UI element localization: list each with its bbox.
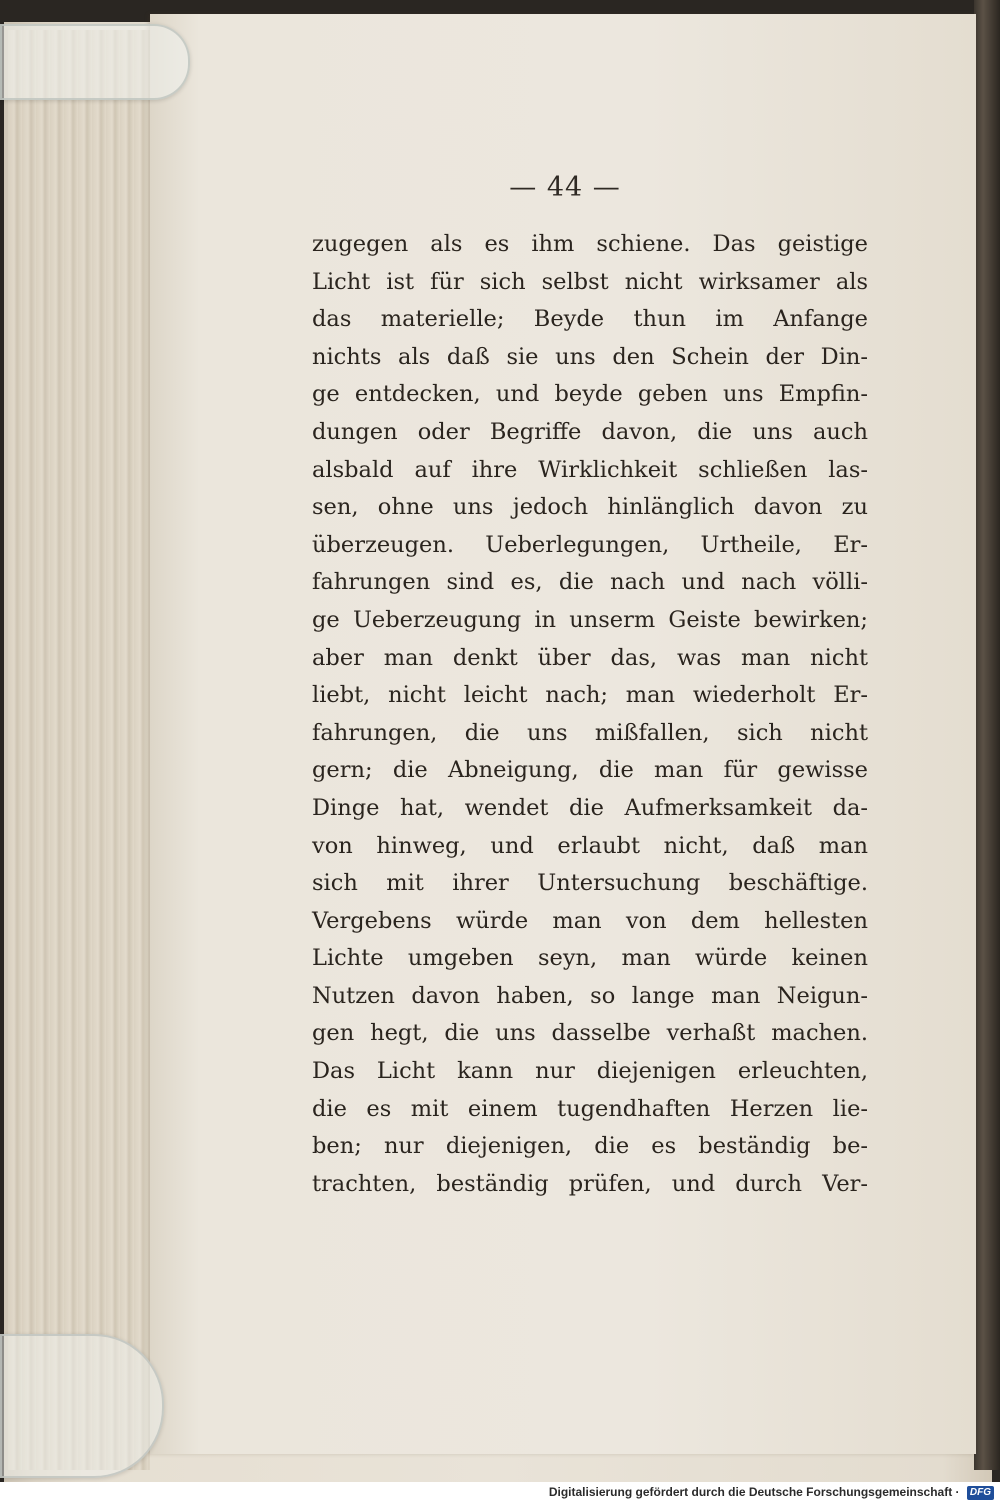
text-line: gen hegt, die uns dasselbe verhaßt machen. <box>312 1020 868 1047</box>
footer-bar <box>0 1482 1000 1504</box>
text-line: fahrungen sind es, die nach und nach völli- <box>312 569 868 596</box>
text-line: liebt, nicht leicht nach; man wiederholt Er- <box>312 682 868 709</box>
book-cover-edge <box>974 0 1000 1470</box>
text-line: ge entdecken, und beyde geben uns Empfin- <box>312 381 868 408</box>
text-line: trachten, beständig prüfen, und durch Ver- <box>312 1170 868 1197</box>
glass-clip-bottom <box>0 1334 164 1478</box>
text-line: fahrungen, die uns mißfallen, sich nicht <box>312 719 868 746</box>
text-line: Nutzen davon haben, so lange man Neigun- <box>312 982 868 1009</box>
text-line: ge Ueberzeugung in unserm Geiste bewirken; <box>312 606 868 633</box>
text-line: ben; nur diejenigen, die es beständig be- <box>312 1133 868 1160</box>
text-line: das materielle; Beyde thun im Anfange <box>312 306 868 333</box>
body-text <box>312 226 868 1203</box>
footer-credit-text: Digitalisierung gefördert durch die Deutsche Forschungsgemeinschaft · <box>548 1485 960 1499</box>
text-line: gern; die Abneigung, die man für gewisse <box>312 757 868 784</box>
text-line: von hinweg, und erlaubt nicht, daß man <box>312 832 868 859</box>
text-line: nichts als daß sie uns den Schein der Din- <box>312 343 868 370</box>
text-line: Dinge hat, wendet die Aufmerksamkeit da- <box>312 794 868 821</box>
text-line: Das Licht kann nur diejenigen erleuchten, <box>312 1058 868 1085</box>
text-line: sen, ohne uns jedoch hinlänglich davon zu <box>312 494 868 521</box>
text-line: Lichte umgeben seyn, man würde keinen <box>312 945 868 972</box>
text-line: aber man denkt über das, was man nicht <box>312 644 868 671</box>
text-line: alsbald auf ihre Wirklichkeit schließen las- <box>312 456 868 483</box>
text-line: zugegen als es ihm schiene. Das geistige <box>312 231 868 257</box>
text-line: Licht ist für sich selbst nicht wirksamer als <box>312 268 868 295</box>
dfg-logo: DFG <box>967 1486 994 1500</box>
glass-clip-top <box>0 24 190 100</box>
text-line: dungen oder Begriffe davon, die uns auch <box>312 418 868 445</box>
page-edges <box>8 30 150 1470</box>
page-number: — 44 — <box>509 172 621 203</box>
text-line: überzeugen. Ueberlegungen, Urtheile, Er- <box>312 531 868 558</box>
footer-credit <box>549 1485 994 1500</box>
text-line: Vergebens würde man von dem hellesten <box>312 907 868 934</box>
text-line: die es mit einem tugendhaften Herzen lie- <box>312 1095 868 1122</box>
text-line: sich mit ihrer Untersuchung beschäftige. <box>312 870 868 897</box>
